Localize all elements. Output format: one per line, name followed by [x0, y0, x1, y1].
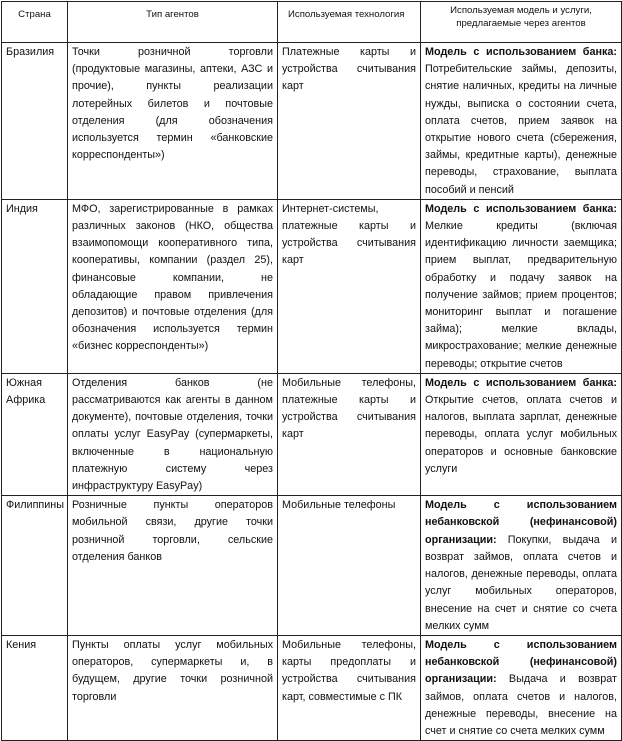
model-cell	[421, 373, 622, 495]
model-title: Модель с использованием банка:	[425, 376, 617, 389]
header-country: Страна	[2, 2, 68, 43]
model-cell	[421, 199, 622, 373]
model-cell	[421, 496, 622, 636]
model-title: Модель с использованием банка:	[425, 202, 617, 215]
header-row	[2, 2, 622, 43]
technology-cell: Мобильные телефоны	[278, 496, 421, 636]
country-cell: Кения	[2, 635, 68, 740]
technology-cell: Мобильные телефоны, платежные карты и устройства считывания карт	[278, 373, 421, 495]
agent-type-cell: Розничные пункты операторов мобильной связи, другие точки розничной торговли, сельские отделения банков	[68, 496, 278, 636]
model-text: Покупки, выдача и возврат займов, оплата счетов и налогов, денежные переводы, оплата услуг мобильных операторов, внесение на счет и снятие со счета мелких сумм	[425, 533, 617, 632]
table-row	[2, 496, 622, 636]
header-agent-type: Тип агентов	[68, 2, 278, 43]
agents-table	[1, 1, 622, 741]
model-text: Потребительские займы, депозиты, снятие наличных, кредиты на личные нужды, выписка о состоянии счета, оплата счетов, прием заявок на открытие нового счета (сбережения, займы, кредитные карты), денежные переводы, страхование, выплата пособий и пенсий	[425, 63, 617, 196]
technology-cell: Интернет-системы, платежные карты и устройства считывания карт	[278, 199, 421, 373]
technology-cell: Платежные карты и устройства считывания карт	[278, 43, 421, 200]
table-row	[2, 635, 622, 740]
country-cell: Филиппины	[2, 496, 68, 636]
table-row	[2, 199, 622, 373]
model-title: Модель с использованием небанковской (нефинансовой) организации:	[425, 499, 617, 546]
country-cell: Бразилия	[2, 43, 68, 200]
agent-type-cell: Пункты оплаты услуг мобильных операторов, супермаркеты и, в будущем, другие точки розничной торговли	[68, 635, 278, 740]
technology-cell: Мобильные телефоны, карты предоплаты и устройства считывания карт, совместимые с ПК	[278, 635, 421, 740]
model-cell	[421, 635, 622, 740]
model-title: Модель с использованием банка:	[425, 46, 617, 58]
agent-type-cell: Отделения банков (не рассматриваются как агенты в данном документе), почтовые отделения, точки оплаты услуг EasyPay (супермаркеты, включенные в национальную платежную систему через инфраструктуру EasyPay)	[68, 373, 278, 495]
header-model: Используемая модель и услуги, предлагаемые через агентов	[421, 2, 622, 43]
header-technology: Используемая технология	[278, 2, 421, 43]
model-text: Мелкие кредиты (включая идентификацию личности заемщика; прием выплат, предварительную обработку и подачу заявок на получение займов; прием процентов; мониторинг выплат и погашение займа); мелкие вклады, микрострахование; мелкие денежные переводы; открытие счетов	[425, 220, 617, 370]
model-title: Модель с использованием небанковской (нефинансовой) организации:	[425, 638, 617, 686]
agent-type-cell: Точки розничной торговли (продуктовые магазины, аптеки, АЗС и прочие), пункты реализации лотерейных билетов и почтовые отделения (для обозначения используется термин «банковские корреспонденты»)	[68, 43, 278, 200]
agent-type-cell: МФО, зарегистрированные в рамках различных законов (НКО, общества взаимопомощи кооперативного типа, кооперативы, компании (раздел 25), финансовые компании, не обладающие правом привлечения депозитов) и почтовые отделения (для обозначения используется термин «бизнес корреспонденты»)	[68, 199, 278, 373]
country-cell: Индия	[2, 199, 68, 373]
table-row	[2, 373, 622, 495]
model-cell	[421, 43, 622, 200]
country-cell: Южная Африка	[2, 373, 68, 495]
table-row	[2, 43, 622, 200]
model-text: Открытие счетов, оплата счетов и налогов, выплата зарплат, денежные переводы, оплата услуг мобильных операторов и основные банковские услуги	[425, 394, 617, 475]
model-text: Выдача и возврат займов, оплата счетов и налогов, денежные переводы, внесение на счет и снятие со счета мелких сумм	[425, 673, 618, 737]
